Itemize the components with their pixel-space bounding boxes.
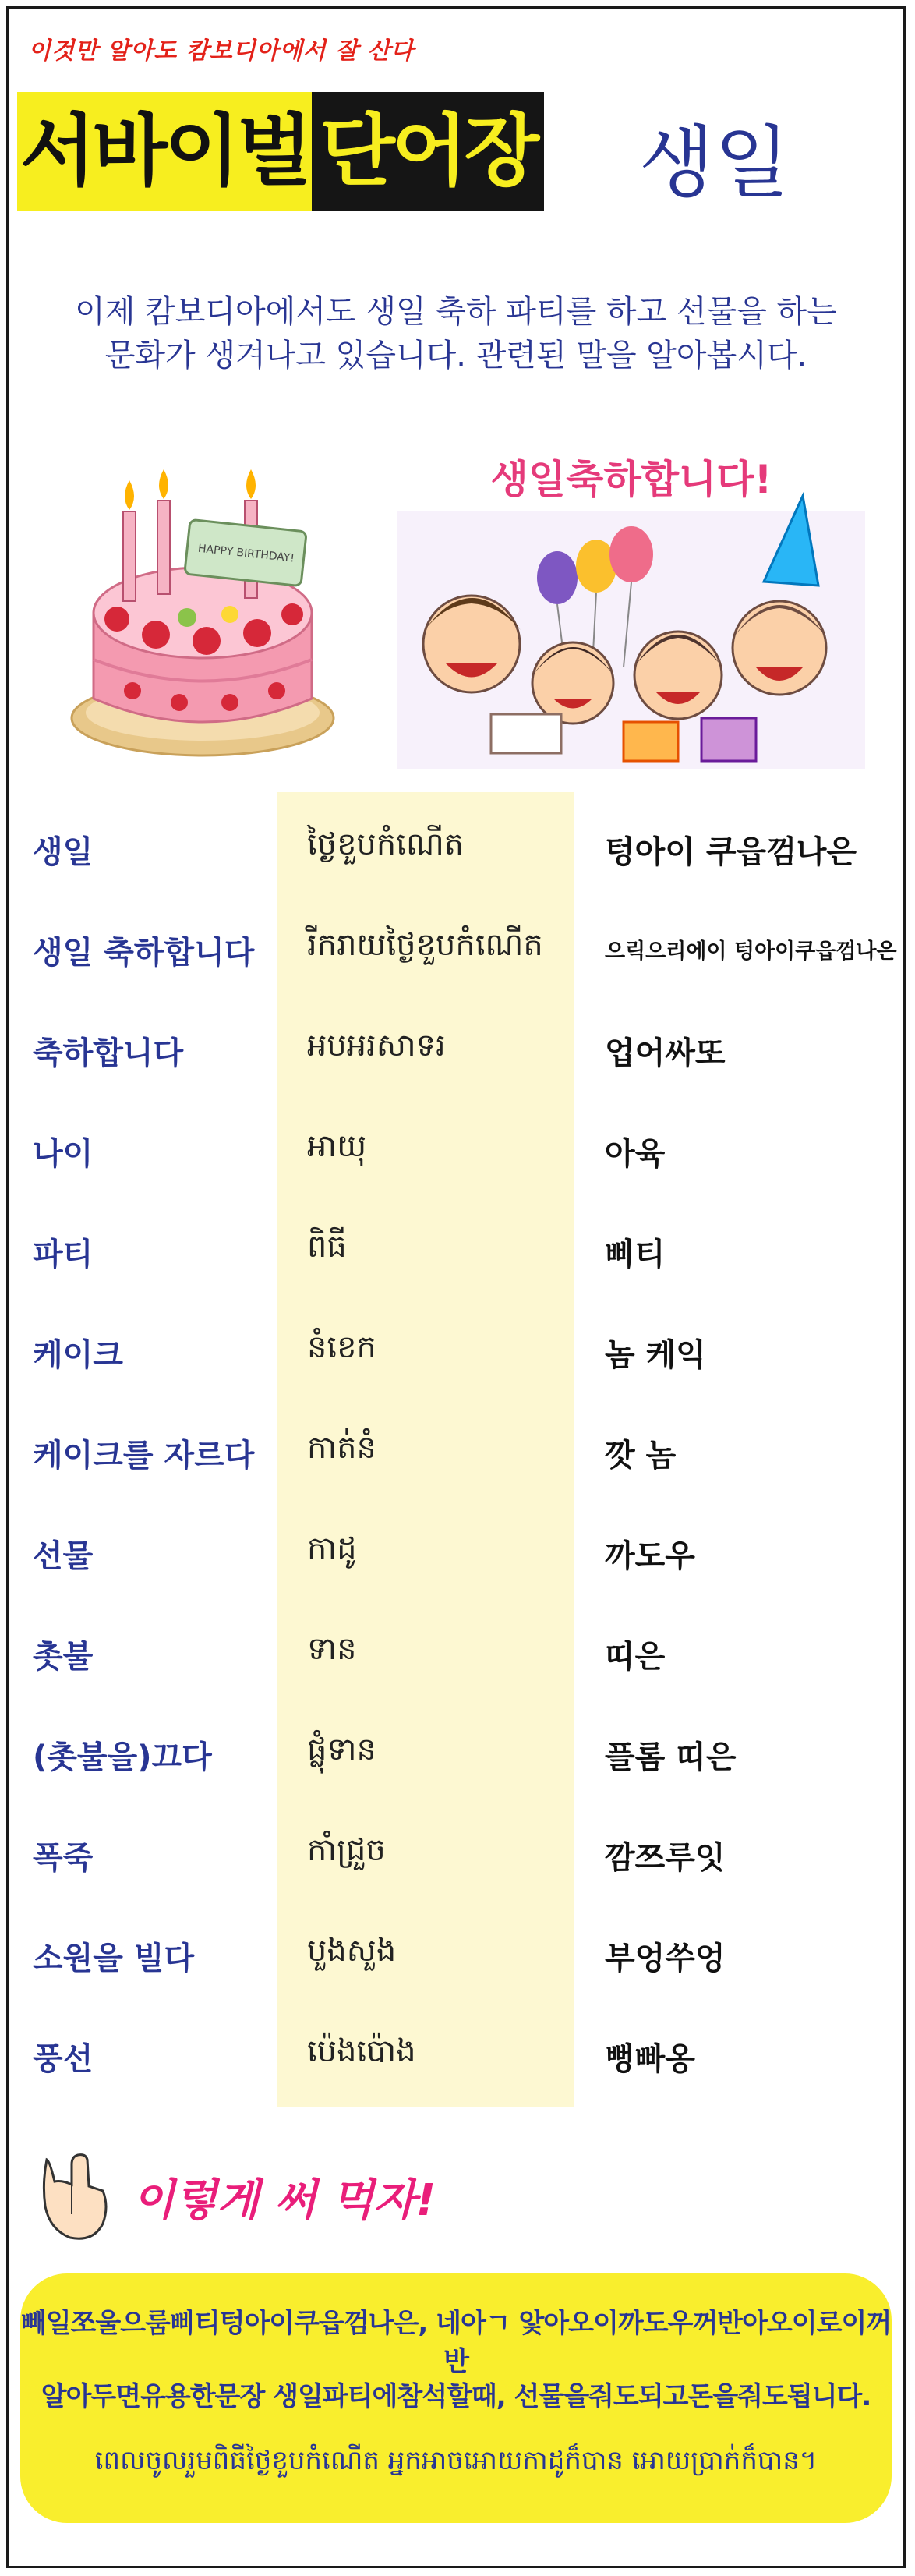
- party-banner-text: 생일축하합니다!: [490, 457, 772, 502]
- vocab-korean: 폭죽: [33, 1840, 94, 1876]
- vocab-row: [0, 1706, 915, 1804]
- birthday-cake-illustration: [62, 433, 343, 769]
- logo: [17, 92, 544, 211]
- vocab-row: [0, 1806, 915, 1905]
- vocab-row: [0, 1002, 915, 1100]
- vocab-khmer: ទាន: [307, 1631, 357, 1667]
- vocab-row: [0, 1404, 915, 1502]
- vocab-pronunciation: 뻥빠옹: [605, 2041, 695, 2077]
- vocab-khmer: អាយុ: [307, 1128, 367, 1164]
- vocab-pronunciation: 업어싸또: [605, 1035, 726, 1071]
- vocab-row: [0, 1102, 915, 1201]
- vocab-khmer: ពិធី: [307, 1229, 347, 1265]
- vocab-khmer: នំខេក: [307, 1329, 376, 1365]
- vocab-korean: 케이크를 자르다: [33, 1438, 255, 1474]
- vocab-korean: 소원을 빌다: [33, 1941, 195, 1976]
- vocab-row: [0, 1505, 915, 1603]
- vocab-khmer: ផ្លុំទាន: [307, 1732, 376, 1767]
- vocab-pronunciation: 깟 놈: [605, 1438, 677, 1474]
- vocab-pronunciation: 아육: [605, 1136, 666, 1172]
- vocab-pronunciation: 텅아이 쿠읍껌나은: [605, 834, 857, 870]
- vocab-row: [0, 2008, 915, 2106]
- vocab-pronunciation: 으릭으리에이 텅아이쿠읍껌나은: [605, 939, 897, 964]
- vocab-khmer: កាត់នំ: [307, 1430, 376, 1466]
- vocab-row: [0, 1605, 915, 1704]
- vocab-korean: 풍선: [33, 2041, 94, 2077]
- vocab-pronunciation: 까도우: [605, 1538, 695, 1574]
- vocab-row: [0, 801, 915, 899]
- example-sentence-box: [20, 2273, 892, 2523]
- vocab-khmer: ថ្ងៃខួបកំណើត: [307, 826, 465, 862]
- vocab-khmer: រីករាយថ្ងៃខួបកំណើត: [307, 927, 543, 963]
- logo-part-vocab: 단어장: [312, 92, 544, 211]
- vocab-khmer: អបអរសាទរ: [307, 1028, 446, 1063]
- vocab-khmer: ប៉េងប៉ោង: [307, 2033, 416, 2069]
- vocab-row: [0, 1907, 915, 2005]
- pointing-hand-icon: [31, 2152, 117, 2245]
- vocab-row: [0, 901, 915, 1000]
- cake-sign-text: HAPPY BIRTHDAY!: [197, 542, 295, 565]
- vocab-pronunciation: 놈 케익: [605, 1337, 706, 1373]
- vocab-khmer: កាដូ: [307, 1530, 357, 1566]
- example-heading: 이렇게 써 먹자!: [132, 2175, 436, 2226]
- vocab-pronunciation: 삐티: [605, 1237, 666, 1272]
- vocab-pronunciation: 플롬 띠은: [605, 1739, 737, 1775]
- intro-line-1: 이제 캄보디아에서도 생일 축하 파티를 하고 선물을 하는: [75, 294, 837, 330]
- vocab-khmer: កាំជ្រួច: [307, 1832, 386, 1868]
- page-title: 생일: [639, 117, 790, 208]
- tagline: 이것만 알아도 캄보디아에서 잘 산다: [28, 37, 415, 65]
- vocab-row: [0, 1203, 915, 1301]
- logo-part-survival: 서바이벌: [17, 92, 312, 211]
- vocab-korean: 축하합니다: [33, 1035, 184, 1071]
- vocab-pronunciation: 띠은: [605, 1639, 666, 1675]
- vocab-khmer: បួងសួង: [307, 1933, 397, 1969]
- vocab-pronunciation: 깜쯔루잇: [605, 1840, 726, 1876]
- example-pronunciation: 빼일쪼울으룸삐티텅아이쿠읍껌나은, 네아ㄱ 앛아오이까도우꺼반아오이로이꺼반: [20, 2308, 892, 2377]
- vocab-korean: 촛불: [33, 1639, 94, 1675]
- example-khmer: ពេលចូលរួមពិធីថ្ងៃខួបកំណើត អ្នកអាចអោយកាដូក៏បាន អោយប្រាក់ក៏បាន។: [94, 2445, 818, 2476]
- party-kids-illustration: [397, 449, 865, 769]
- vocab-korean: 생일: [33, 834, 94, 870]
- vocab-korean: 파티: [33, 1237, 94, 1272]
- vocab-korean: (촛불을)끄다: [33, 1739, 212, 1775]
- example-korean: 알아두면유용한문장 생일파티에참석할때, 선물을줘도되고돈을줘도됩니다.: [41, 2381, 871, 2412]
- vocab-korean: 케이크: [33, 1337, 123, 1373]
- intro-line-2: 문화가 생겨나고 있습니다. 관련된 말을 알아봅시다.: [104, 338, 807, 373]
- vocab-korean: 선물: [33, 1538, 94, 1574]
- intro-text: [55, 290, 857, 377]
- vocab-korean: 생일 축하합니다: [33, 935, 255, 971]
- vocab-pronunciation: 부엉쑤엉: [605, 1941, 726, 1976]
- vocab-korean: 나이: [33, 1136, 94, 1172]
- vocab-row: [0, 1304, 915, 1402]
